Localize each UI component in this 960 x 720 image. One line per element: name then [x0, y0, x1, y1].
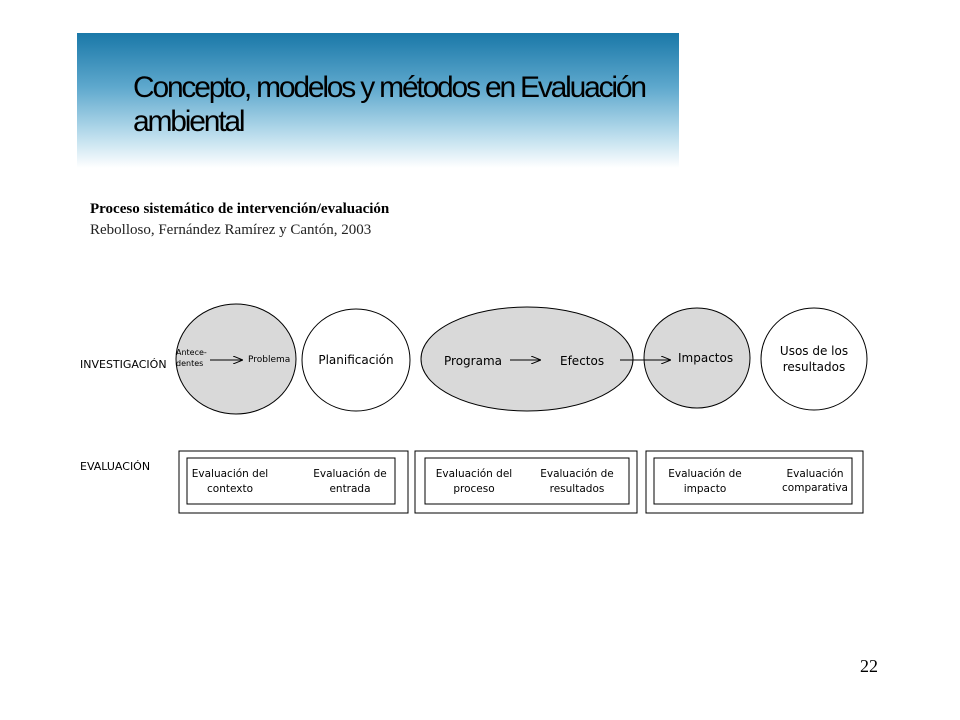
eval-contexto-label-1: Evaluación del	[191, 468, 269, 480]
eval-entrada-label-2: entrada	[329, 483, 371, 495]
eval-resultados-label-2: resultados	[549, 483, 605, 495]
usos-label-2: resultados	[782, 360, 846, 374]
eval-comparativa-label-2: comparativa	[782, 482, 848, 494]
eval-proceso-label-1: Evaluación del	[435, 468, 513, 480]
usos-label-1: Usos de los	[779, 344, 849, 358]
diagram-subtitle: Proceso sistemático de intervención/evaluación	[90, 201, 390, 217]
eval-entrada-label-1: Evaluación de	[313, 468, 387, 480]
usos-resultados-circle	[761, 308, 867, 410]
eval-box-inner-3	[654, 458, 852, 504]
slide-title: Concepto, modelos y métodos en Evaluación ambiental	[133, 71, 645, 138]
eval-comparativa-label-1: Evaluación	[786, 468, 844, 480]
antecedentes-label-2: dentes	[176, 359, 204, 368]
eval-box-inner-1	[187, 458, 395, 504]
antecedentes-label-1: Antece-	[176, 348, 207, 357]
impactos-label: Impactos	[678, 351, 734, 365]
eval-contexto-label-2: contexto	[207, 483, 253, 495]
diagram-citation: Rebolloso, Fernández Ramírez y Cantón, 2003	[90, 222, 372, 238]
eval-impacto-label-2: impacto	[683, 483, 727, 495]
programa-label: Programa	[444, 354, 502, 368]
eval-proceso-label-2: proceso	[453, 483, 495, 495]
eval-impacto-label-1: Evaluación de	[668, 468, 742, 480]
planificacion-label: Planificación	[318, 353, 394, 367]
row-label-investigacion: INVESTIGACIÓN	[80, 358, 167, 371]
problema-label: Problema	[248, 355, 291, 365]
row-label-evaluacion: EVALUACIÓN	[80, 460, 151, 473]
efectos-label: Efectos	[560, 354, 605, 368]
eval-box-inner-2	[425, 458, 629, 504]
eval-resultados-label-1: Evaluación de	[540, 468, 614, 480]
page-number: 22	[860, 656, 878, 676]
